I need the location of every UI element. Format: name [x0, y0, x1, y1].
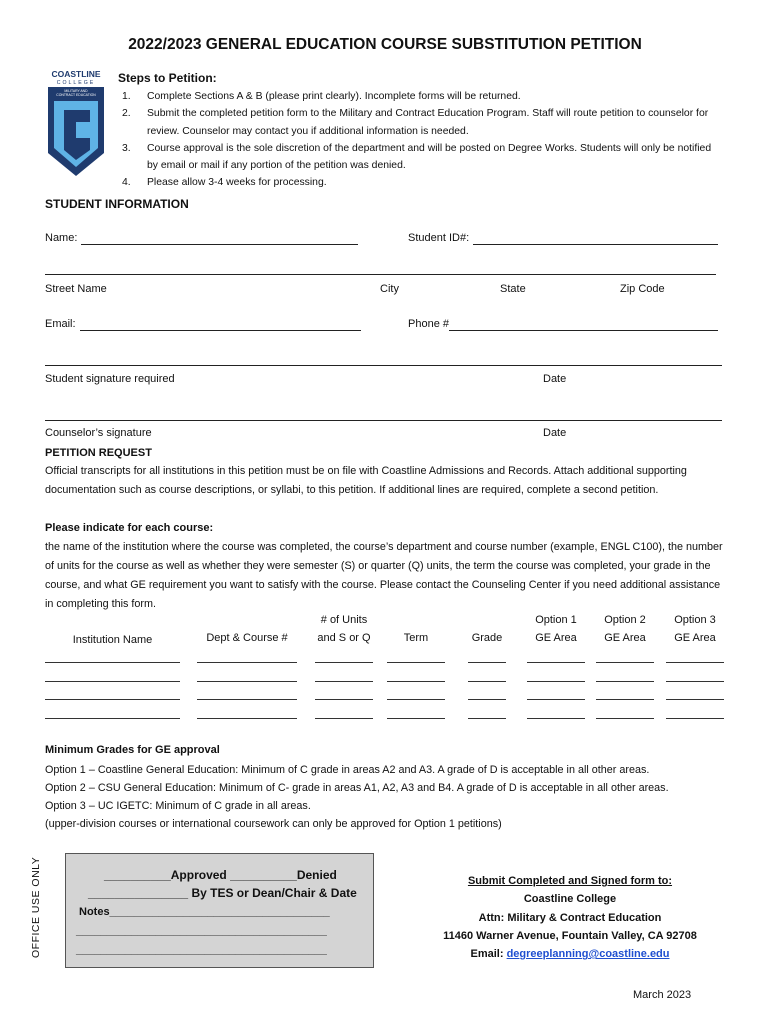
office-use-label: OFFICE USE ONLY	[30, 856, 42, 958]
state-label: State	[500, 283, 526, 295]
name-field[interactable]	[81, 244, 358, 245]
zip-label: Zip Code	[620, 283, 665, 295]
student-id-field[interactable]	[473, 244, 718, 245]
indicate-heading: Please indicate for each course:	[45, 522, 214, 534]
step-item: 1. Complete Sections A & B (please print clearly). Incomplete forms will be returned.	[122, 91, 521, 102]
row-3-option3-field[interactable]	[666, 699, 724, 700]
row-2-option3-field[interactable]	[666, 681, 724, 682]
notes-blank-line-2[interactable]: _________________________________________	[76, 944, 327, 956]
row-1-option2-field[interactable]	[596, 662, 654, 663]
row-4-dept-course-field[interactable]	[197, 718, 297, 719]
student-date-label: Date	[543, 373, 567, 385]
petition-heading: PETITION REQUEST	[45, 447, 152, 459]
row-4-option1-field[interactable]	[527, 718, 585, 719]
min-grades-option3: Option 3 – UC IGETC: Minimum of C grade in all areas.	[45, 800, 311, 812]
steps-list	[122, 88, 722, 192]
row-1-term-field[interactable]	[387, 662, 445, 663]
page-title: 2022/2023 GENERAL EDUCATION COURSE SUBSTITUTION PETITION	[128, 36, 642, 53]
counselor-signature-label: Counselor’s signature	[45, 427, 152, 439]
col-option3-line2: GE Area	[674, 632, 716, 644]
logo-text-coastline: COASTLINE	[51, 69, 101, 79]
logo-text-college: COLLEGE	[56, 80, 96, 86]
col-institution: Institution Name	[72, 634, 153, 646]
row-2-units-field[interactable]	[315, 681, 373, 682]
approved-denied-line[interactable]: __________Approved __________Denied	[104, 868, 337, 882]
col-option3-line1: Option 3	[674, 614, 716, 626]
submit-email-row	[420, 945, 720, 963]
indicate-paragraph: the name of the institution where the course was completed, the course’s department and course number (example, ENGL C100), the number of units for the course as well as whether they were semester (S) or quarter (Q) units, the term the course was completed, your grade in the course, and what GE requirement you want to satisfy with the course. Please contact the Counseling Center if you need additional assistance in completing this form.	[45, 541, 723, 610]
logo-text-military: MILITARY AND	[64, 89, 88, 93]
steps-heading: Steps to Petition:	[118, 71, 217, 85]
row-2-dept-course-field[interactable]	[197, 681, 297, 682]
counselor-date-label: Date	[543, 427, 567, 439]
row-4-option2-field[interactable]	[596, 718, 654, 719]
row-4-units-field[interactable]	[315, 718, 373, 719]
min-grades-option2: Option 2 – CSU General Education: Minimum of C- grade in areas A1, A2, A3 and B4. A grade of D is acceptable in all other areas.	[45, 782, 669, 794]
col-grade: Grade	[471, 632, 503, 644]
submit-address: 11460 Warner Avenue, Fountain Valley, CA 92708	[443, 929, 697, 942]
submit-email-link[interactable]: degreeplanning@coastline.edu	[506, 948, 670, 961]
submit-email-label: Email:	[470, 948, 507, 961]
min-grades-heading: Minimum Grades for GE approval	[45, 744, 220, 756]
row-4-term-field[interactable]	[387, 718, 445, 719]
col-term: Term	[403, 632, 429, 644]
step-item: 3. Course approval is the sole discretion of the department and will be posted on Degree Works. Students will only be notified by email or mail if any portion of the petition was denied.	[122, 142, 712, 172]
phone-field[interactable]	[449, 330, 718, 331]
min-grades-option1: Option 1 – Coastline General Education: Minimum of C grade in areas A2 and A3. A grade of D is acceptable in all other areas.	[45, 764, 650, 776]
city-label: City	[380, 283, 399, 295]
email-field[interactable]	[80, 330, 361, 331]
row-1-dept-course-field[interactable]	[197, 662, 297, 663]
phone-label: Phone #	[408, 318, 449, 330]
step-item: 2. Submit the completed petition form to the Military and Contract Education Program. Staff will route petition to counselor for review. Counselor may contact you if additional information is needed.	[122, 108, 709, 137]
row-3-dept-course-field[interactable]	[197, 699, 297, 700]
row-3-institution-field[interactable]	[45, 699, 180, 700]
address-field[interactable]	[45, 274, 716, 275]
petition-paragraph: Official transcripts for all institutions in this petition must be on file with Coastline Admissions and Records. Attach additional supporting documentation such as course descriptions, or syllabi, to this petition. If additional lines are required, complete a second petition.	[45, 465, 687, 496]
logo-text-contract: CONTRACT EDUCATION	[56, 93, 96, 97]
row-2-option2-field[interactable]	[596, 681, 654, 682]
min-grades-note: (upper-division courses or international coursework can only be approved for Option 1 petitions)	[45, 818, 502, 830]
row-2-grade-field[interactable]	[468, 681, 506, 682]
row-3-option2-field[interactable]	[596, 699, 654, 700]
submit-attn: Attn: Military & Contract Education	[478, 911, 662, 924]
student-signature-field[interactable]	[45, 365, 722, 366]
submit-info	[420, 872, 720, 963]
counselor-signature-field[interactable]	[45, 420, 722, 421]
col-units-line1: # of Units	[320, 614, 368, 626]
row-4-option3-field[interactable]	[666, 718, 724, 719]
row-3-option1-field[interactable]	[527, 699, 585, 700]
row-1-grade-field[interactable]	[468, 662, 506, 663]
student-id-label: Student ID#:	[408, 232, 470, 244]
step-item: 4. Please allow 3-4 weeks for processing.	[122, 177, 327, 189]
row-2-term-field[interactable]	[387, 681, 445, 682]
row-1-option1-field[interactable]	[527, 662, 585, 663]
notes-blank-line-1[interactable]: _________________________________________	[76, 925, 327, 937]
office-use-box	[65, 853, 374, 968]
row-3-term-field[interactable]	[387, 699, 445, 700]
col-dept-course: Dept & Course #	[206, 632, 288, 644]
col-units-line2: and S or Q	[317, 632, 371, 644]
col-option2-line2: GE Area	[604, 632, 646, 644]
row-2-option1-field[interactable]	[527, 681, 585, 682]
coastline-logo	[46, 68, 106, 178]
submit-college: Coastline College	[523, 893, 617, 906]
student-signature-label: Student signature required	[45, 373, 175, 385]
col-option1-line2: GE Area	[535, 632, 577, 644]
footer-date: March 2023	[633, 989, 692, 1001]
notes-line[interactable]: Notes____________________________________	[79, 906, 330, 918]
name-label: Name:	[45, 232, 78, 244]
street-label: Street Name	[45, 283, 107, 295]
student-info-heading: STUDENT INFORMATION	[45, 197, 189, 211]
row-4-institution-field[interactable]	[45, 718, 180, 719]
email-label: Email:	[45, 318, 76, 330]
submit-heading: Submit Completed and Signed form to:	[467, 875, 673, 887]
row-4-grade-field[interactable]	[468, 718, 506, 719]
row-3-grade-field[interactable]	[468, 699, 506, 700]
row-3-units-field[interactable]	[315, 699, 373, 700]
row-1-institution-field[interactable]	[45, 662, 180, 663]
row-1-option3-field[interactable]	[666, 662, 724, 663]
approver-line[interactable]: _______________ By TES or Dean/Chair & Date	[88, 886, 357, 900]
row-1-units-field[interactable]	[315, 662, 373, 663]
row-2-institution-field[interactable]	[45, 681, 180, 682]
col-option1-line1: Option 1	[535, 614, 577, 626]
col-option2-line1: Option 2	[604, 614, 646, 626]
